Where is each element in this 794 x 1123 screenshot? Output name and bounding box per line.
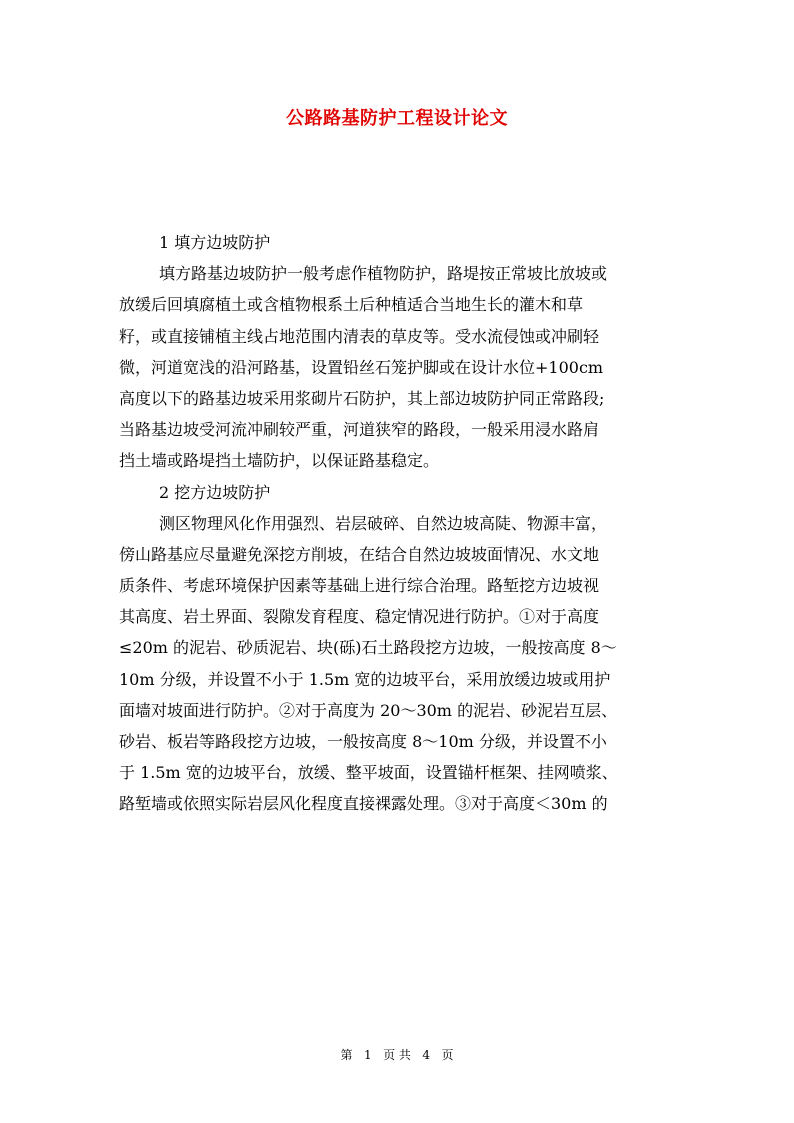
page-prefix: 第 xyxy=(340,1048,353,1062)
body-line: 放缓后回填腐植土或含植物根系土后种植适合当地生长的灌木和草 xyxy=(119,295,584,315)
body-line: 测区物理风化作用强烈、岩层破碎、自然边坡高陡、物源丰富， xyxy=(159,513,608,533)
body-line: 于 1.5m 宽的边坡平台，放缓、整平坡面，设置锚杆框架、挂网喷浆、 xyxy=(119,763,618,783)
body-line: 当路基边坡受河流冲刷较严重，河道狭窄的路段，一般采用浸水路肩 xyxy=(119,420,600,440)
page-footer xyxy=(0,1046,794,1063)
body-line: 籽，或直接铺植主线占地范围内清表的草皮等。受水流侵蚀或冲刷轻 xyxy=(119,326,600,346)
body-line: 面墙对坡面进行防护。②对于高度为 20～30m 的泥岩、砂泥岩互层、 xyxy=(119,700,618,720)
page-suffix: 页 xyxy=(441,1048,454,1062)
body-line: 挡土墙或路堤挡土墙防护，以保证路基稳定。 xyxy=(119,451,440,471)
body-line: 高度以下的路基边坡采用浆砌片石防护，其上部边坡防护同正常路段; xyxy=(119,388,605,408)
section-heading: 2 挖方边坡防护 xyxy=(159,482,271,502)
section-heading: 1 填方边坡防护 xyxy=(159,233,271,252)
body-line: ≤20m 的泥岩、砂质泥岩、块(砾)石土路段挖方边坡，一般按高度 8～ xyxy=(119,638,617,658)
body-line: 质条件、考虑环境保护因素等基础上进行综合治理。路堑挖方边坡视 xyxy=(119,576,600,596)
body-line: 填方路基边坡防护一般考虑作植物防护，路堤按正常坡比放坡或 xyxy=(159,264,608,284)
body-line: 其高度、岩土界面、裂隙发育程度、稳定情况进行防护。①对于高度 xyxy=(119,607,600,627)
document-title: 公路路基防护工程设计论文 xyxy=(286,108,508,129)
body-line: 傍山路基应尽量避免深挖方削坡，在结合自然边坡坡面情况、水文地 xyxy=(119,544,600,564)
body-line: 砂岩、板岩等路段挖方边坡，一般按高度 8～10m 分级，并设置不小 xyxy=(119,732,607,751)
page-middle: 页 共 xyxy=(383,1048,411,1062)
body-line: 10m 分级，并设置不小于 1.5m 宽的边坡平台，采用放缓边坡或用护 xyxy=(119,669,611,689)
total-pages-number: 4 xyxy=(422,1048,431,1062)
document-body xyxy=(119,227,679,820)
current-page-number: 1 xyxy=(363,1048,372,1062)
body-line: 路堑墙或依照实际岩层风化程度直接裸露处理。③对于高度＜30m 的 xyxy=(119,794,608,814)
body-line: 微，河道宽浅的沿河路基，设置铅丝石笼护脚或在设计水位+100cm xyxy=(119,357,604,377)
